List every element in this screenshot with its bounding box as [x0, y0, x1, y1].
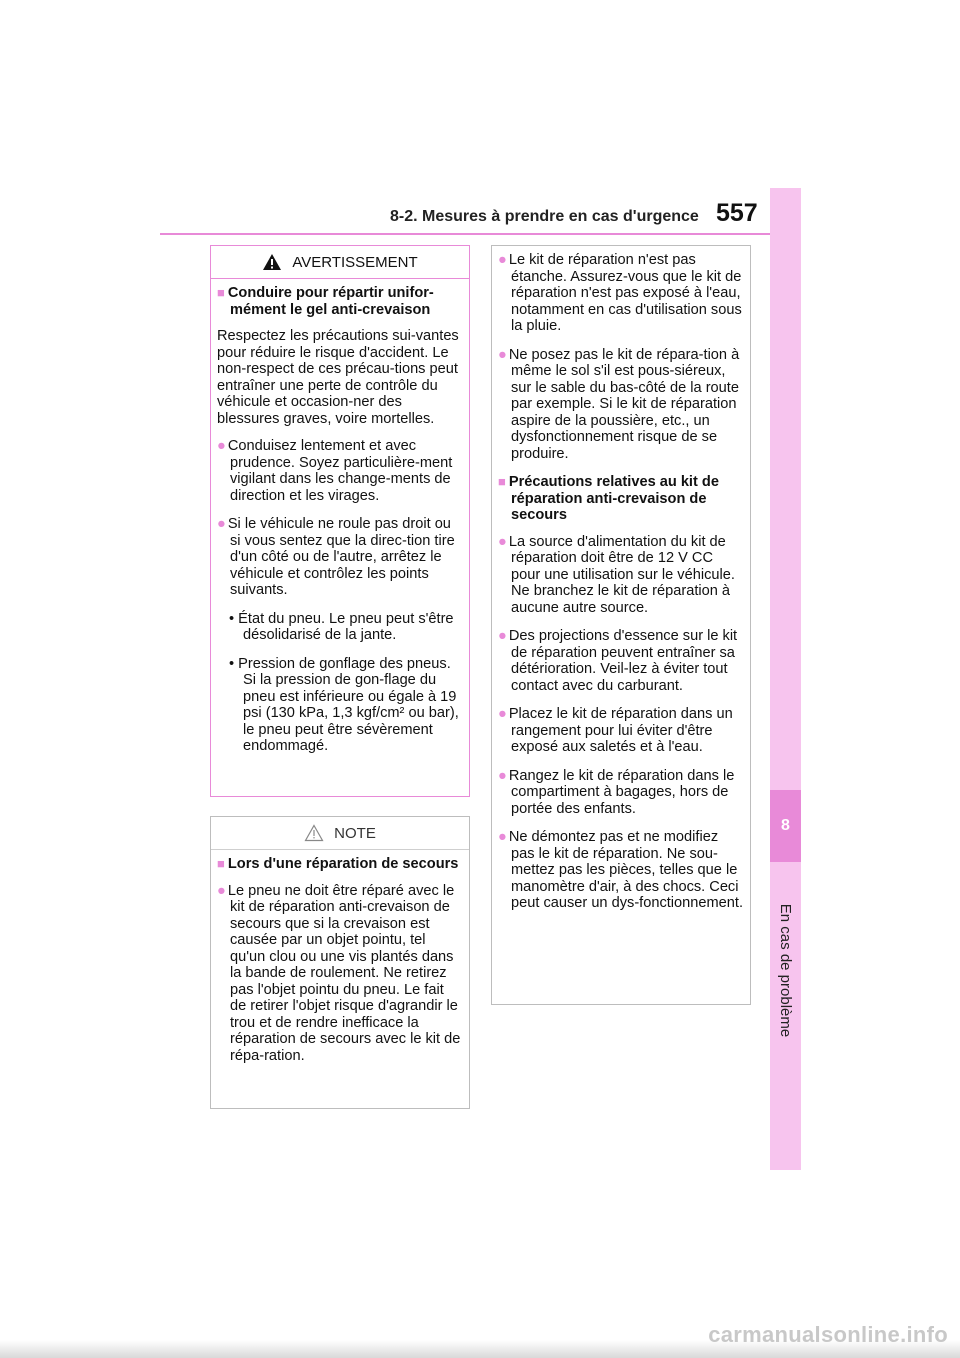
repair-kit-heading-text: Précautions relatives au kit de réparation anti-crevaison de secours — [508, 474, 719, 523]
list-item — [498, 252, 744, 335]
list-item-text: Conduisez lentement et avec prudence. Soyez particulière-ment vigilant dans les change-ments de direction et les virages. — [227, 438, 453, 504]
chapter-label-text: En cas de problème — [777, 903, 795, 1037]
warning-intro: Respectez les précautions sui-vantes pour réduire le risque d'accident. Le non-respect de ces précau-tions peut entraîner une perte de contrôle du véhicule et occasion-ner des blessures graves, voire mortelles. — [217, 328, 459, 427]
list-item-text: La source d'alimentation du kit de réparation doit être de 12 V CC pour une utilisation sur le véhicule. Ne branchez le kit de réparation à aucune autre source. — [508, 533, 735, 616]
list-item-text: Rangez le kit de réparation dans le compartiment à bagages, hors de portée des enfants. — [508, 767, 735, 817]
list-item-text: Le pneu ne doit être réparé avec le kit de réparation anti-crevaison de secours que si la crevaison est causée par un objet pointu, tel qu'un clou ou une vis plantés dans la bande de roulement. Ne retirez pas l'objet pointu du pneu. Le fait de retirer l'objet risque d'agrandir le trou et de rendre inefficace la réparation de secours avec le kit de répa-ration. — [227, 882, 461, 1064]
sub-list-item-text: État du pneu. Le pneu peut s'être désolidarisé de la jante. — [238, 610, 454, 643]
list-item — [217, 516, 463, 599]
round-bullet-icon: ● — [217, 438, 226, 454]
chapter-number: 8 — [770, 790, 801, 862]
list-item — [498, 706, 744, 756]
warning-box — [210, 245, 470, 797]
sub-list-item-text: Pression de gonflage des pneus. Si la pression de gon-flage du pneu est inférieure ou égale à 19 psi (130 kPa, 1,3 kgf/cm² ou bar), le pneu peut être sévèrement endommagé. — [238, 655, 459, 754]
square-bullet-icon: ■ — [498, 474, 506, 489]
list-item-text: Des projections d'essence sur le kit de réparation peuvent entraîner sa détérioration. Veil-lez à éviter tout contact avec du carburant. — [508, 628, 738, 694]
list-item-text: Le kit de réparation n'est pas étanche. Assurez-vous que le kit de réparation n'est pas exposé à l'eau, notamment en cas d'utilisation sous la pluie. — [508, 252, 742, 334]
square-bullet-icon: ■ — [217, 856, 225, 871]
note-box-header — [211, 817, 469, 850]
round-bullet-icon: ● — [498, 252, 507, 268]
chapter-label — [770, 870, 801, 1070]
list-item-text: Placez le kit de réparation dans un rangement pour lui éviter d'être exposé aux saletés et à l'eau. — [508, 706, 733, 755]
list-item — [498, 768, 744, 818]
page-number: 557 — [716, 199, 758, 227]
round-bullet-icon: ● — [498, 829, 507, 845]
warning-label: AVERTISSEMENT — [292, 253, 418, 271]
list-item-text: Si le véhicule ne roule pas droit ou si vous sentez que la direc-tion tire d'un côté ou de l'autre, arrêtez le véhicule et contrôlez les points suivants. — [227, 516, 455, 598]
list-item — [217, 438, 463, 504]
caution-triangle-icon — [304, 824, 324, 842]
round-bullet-icon: ● — [217, 882, 226, 899]
round-bullet-icon: ● — [498, 346, 507, 363]
warning-heading — [217, 285, 463, 318]
list-item-text: Ne démontez pas et ne modifiez pas le kit de réparation. Ne sou-mettez pas les pièces, telles que le manomètre d'air, à des chocs. Ceci peut causer un dys-fonctionnement. — [508, 829, 744, 911]
round-bullet-icon: ● — [498, 767, 507, 784]
header-divider — [160, 233, 770, 235]
round-bullet-icon: ● — [498, 628, 507, 644]
list-item — [498, 534, 744, 617]
list-item — [217, 883, 463, 1065]
list-item — [498, 347, 744, 463]
sub-list-item: • État du pneu. Le pneu peut s'être désolidarisé de la jante. — [229, 610, 454, 643]
section-title: 8-2. Mesures à prendre en cas d'urgence — [390, 208, 699, 225]
sub-list-item: • Pression de gonflage des pneus. Si la pression de gon-flage du pneu est inférieure ou égale à 19 psi (130 kPa, 1,3 kgf/cm² ou bar), le pneu peut être sévèrement endommagé. — [229, 655, 459, 754]
list-item — [498, 628, 744, 694]
note-heading-text: Lors d'une réparation de secours — [227, 856, 459, 872]
note-box — [210, 816, 470, 1109]
round-bullet-icon: ● — [498, 533, 507, 550]
round-bullet-icon: ● — [498, 706, 507, 722]
square-bullet-icon: ■ — [217, 285, 225, 300]
repair-kit-heading — [498, 474, 744, 524]
note-heading — [217, 856, 463, 873]
warning-box-header — [211, 246, 469, 279]
list-item-text: Ne posez pas le kit de répara-tion à même le sol s'il est pous-siéreux, sur le sable du bas-côté de la route par exemple. Si le kit de réparation aspire de la poussière, etc., un dysfonctionnement risque de se produire. — [508, 346, 740, 462]
footer-watermark[interactable]: carmanualsonline.info — [708, 1322, 948, 1347]
note-label: NOTE — [334, 824, 376, 842]
list-item — [498, 829, 744, 912]
warning-heading-text: Conduire pour répartir unifor-mément le gel anti-crevaison — [227, 285, 434, 318]
warning-continued-box — [491, 245, 751, 1005]
round-bullet-icon: ● — [217, 516, 226, 532]
warning-triangle-icon — [262, 253, 282, 271]
